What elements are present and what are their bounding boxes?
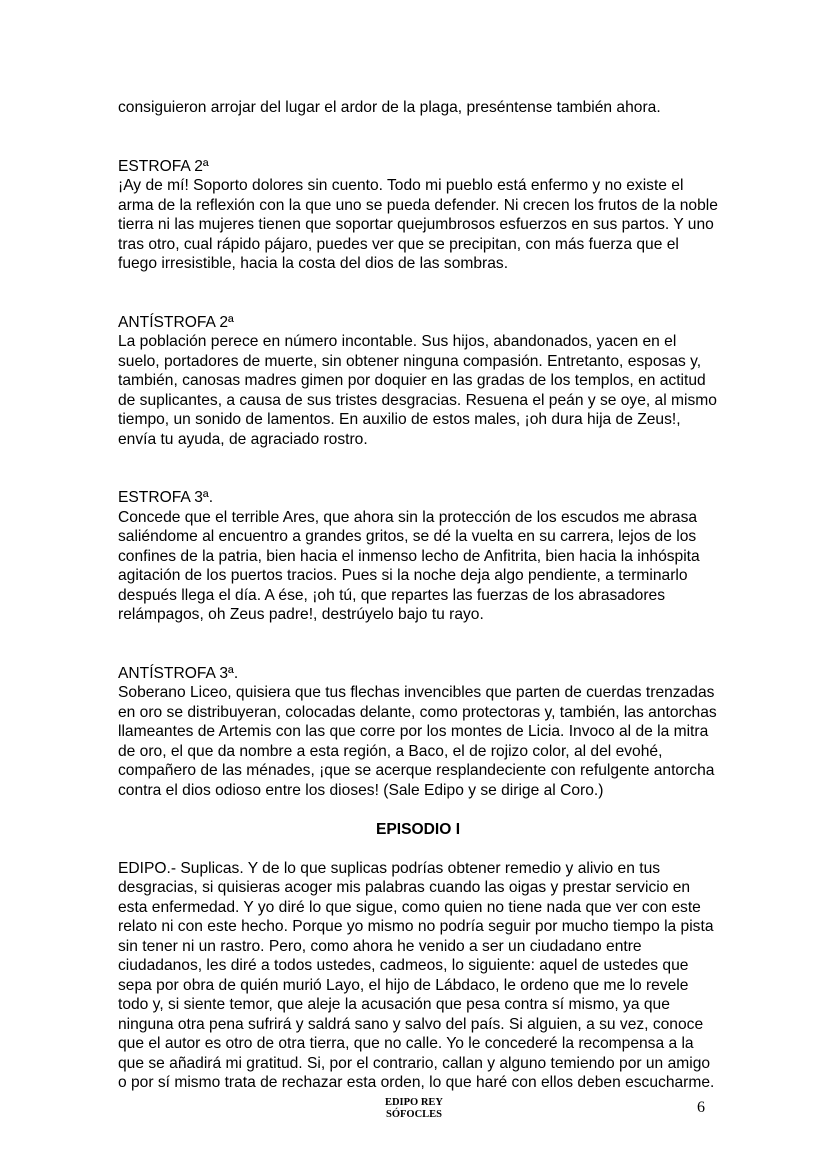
stanza-heading: ANTÍSTROFA 3ª. xyxy=(118,664,239,682)
stanza-text: ¡Ay de mí! Soporto dolores sin cuento. Todo mi pueblo está enfermo y no existe el arma de la reflexión con la que uno se pueda defender. Ni crecen los frutos de la noble tierra ni las mujeres tienen que soportar quejumbrosos esfuerzos en sus partos. Y uno tras otro, cual rápido pájaro, puedes ver que se precipitan, con más fuerza que el fuego irresistible, hacia la costa del dios de las sombras. xyxy=(118,177,718,272)
opening-line: consiguieron arrojar del lugar el ardor de la plaga, preséntense también ahora. xyxy=(118,99,661,116)
stanza-estrofa-3 xyxy=(118,469,718,625)
episode-text: EDIPO.- Suplicas. Y de lo que suplicas podrías obtener remedio y alivio en tus desgracias, si quisieras acoger mis palabras cuando las oigas y prestar servicio en esta enfermedad. Y yo diré lo que sigue, como quien no tiene nada que ver con este relato ni con este hecho. Porque yo mismo no podría seguir por mucho tiempo la pista sin tener ni un rastro. Pero, como ahora he venido a ser un ciudadano entre ciudadanos, les diré a todos ustedes, cadmeos, lo siguiente: aquel de ustedes que sepa por obra de quién murió Layo, el hijo de Lábdaco, le ordeno que me lo revele todo y, si siente temor, que aleje la acusación que pesa contra sí mismo, ya que ninguna otra pena sufrirá y saldrá sano y salvo del país. Si alguien, a su vez, conoce que el autor es otro de otra tierra, que no calle. Yo le concederé la recompensa a la que se añadirá mi gratitud. Si, por el contrario, callan y alguno temiendo por un amigo o por sí mismo trata de rechazar esta orden, lo que haré con ellos deben escucharme. xyxy=(118,859,715,1091)
stanza-heading: ESTROFA 2ª xyxy=(118,157,209,175)
page-number: 6 xyxy=(697,1099,705,1116)
stanza-antistrofa-2 xyxy=(118,293,718,449)
stanza-text: Soberano Liceo, quisiera que tus flechas invencibles que parten de cuerdas trenzadas en oro se distribuyeran, colocadas delante, como protectoras y, también, las antorchas llameantes de Artemis con las que corre por los montes de Licia. Invoco al de la mitra de oro, el que da nombre a esta región, a Baco, el de rojizo color, al del evohé, compañero de las ménades, ¡que se acerque resplandeciente con refulgente antorcha contra el dios odioso entre los dioses! (Sale Edipo y se dirige al Coro.) xyxy=(118,684,717,799)
stanza-heading: ESTROFA 3ª. xyxy=(118,489,214,506)
document-body xyxy=(118,98,718,1112)
footer-title: EDIPO REY xyxy=(384,1097,444,1108)
stanza-antistrofa-3 xyxy=(118,644,718,800)
stanza-estrofa-2 xyxy=(118,137,718,274)
footer-author: SÓFOCLES xyxy=(385,1109,443,1120)
stanza-text: Concede que el terrible Ares, que ahora sin la protección de los escudos me abrasa saliéndome al encuentro a grandes gritos, se dé la vuelta en su carrera, lejos de los confines de la patria, bien hacia el inmenso lecho de Anfitrita, bien hacia la inhóspita agitación de los puertos tracios. Pues si la noche deja algo pendiente, a terminarlo después llega el día. A ése, ¡oh tú, que repartes las fuerzas de los abrasadores relámpagos, oh Zeus padre!, destrúyelo bajo tu rayo. xyxy=(118,508,700,623)
stanza-text: La población perece en número incontable. Sus hijos, abandonados, yacen en el suelo, portadores de muerte, sin obtener ninguna compasión. Entretanto, esposas y, también, canosas madres gimen por doquier en las gradas de los templos, en actitud de suplicantes, a causa de sus tristes desgracias. Resuena el peán y se oye, al mismo tiempo, un sonido de lamentos. En auxilio de estos males, ¡oh dura hija de Zeus!, envía tu ayuda, de agraciado rostro. xyxy=(118,333,717,448)
stanza-heading: ANTÍSTROFA 2ª xyxy=(118,313,234,331)
episode-title: EPISODIO I xyxy=(375,820,461,838)
